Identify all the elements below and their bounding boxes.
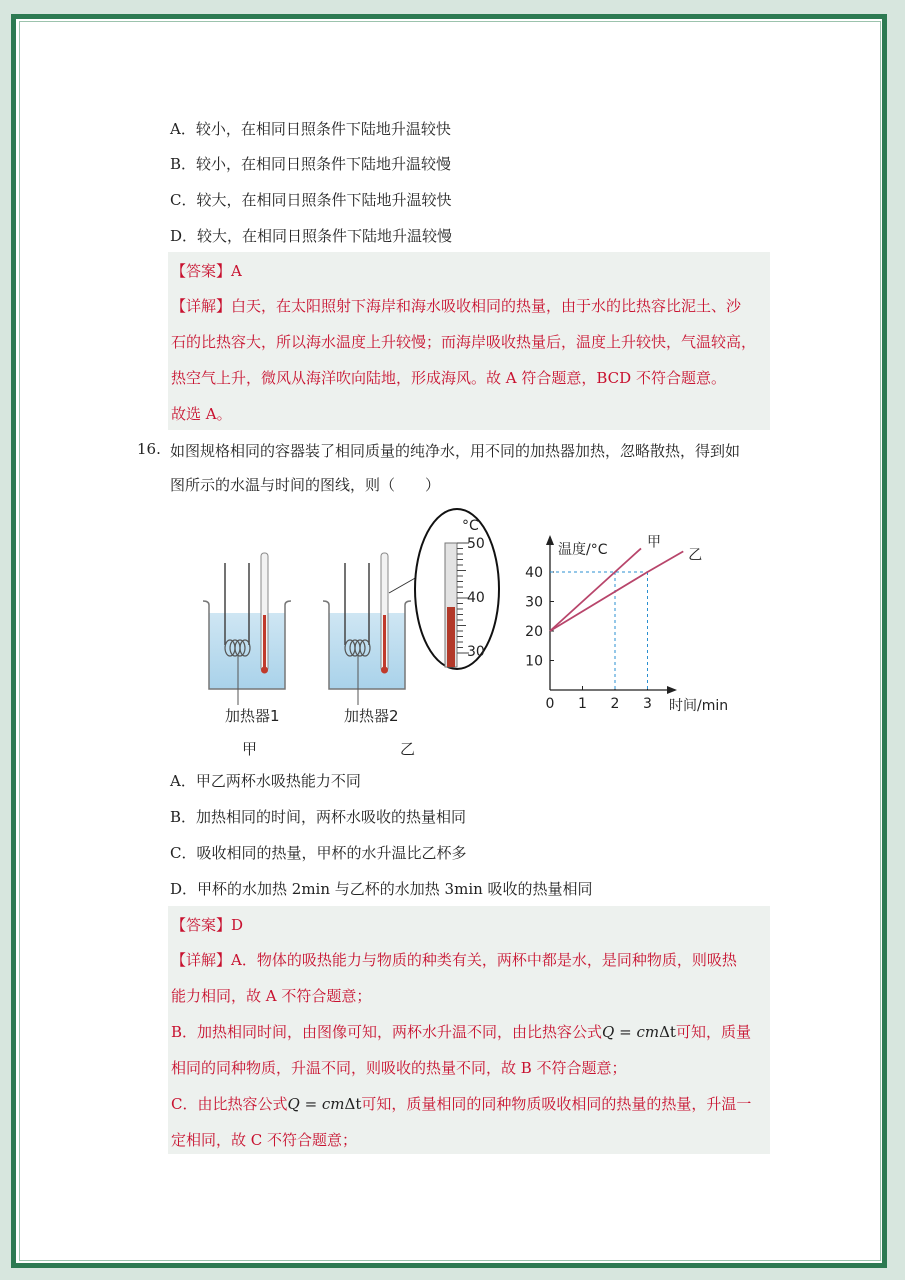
q16-detail-b1-post: 可知，质量 (675, 1023, 751, 1041)
series-line-yi (550, 551, 683, 631)
x-axis-arrow (667, 686, 677, 694)
x-tick-label: 0 (545, 696, 555, 712)
q16-detail-b1-pre: B．加热相同时间，由图像可知，两杯水升温不同，由比热容公式 (171, 1023, 603, 1041)
q15-detail-line-2: 石的比热容大，所以海水温度上升较慢；而海岸吸收热量后，温度上升较快，气温较高， (171, 333, 757, 351)
beaker-yi-label: 乙 (400, 740, 416, 758)
q16-answer-block (168, 906, 770, 1154)
thermo-tick-30: 30 (467, 644, 485, 660)
formula-1-q: Q (602, 1023, 615, 1041)
q16-option-c: C．吸收相同的热量，甲杯的水升温比乙杯多 (170, 844, 467, 862)
x-tick-label: 2 (610, 696, 620, 712)
heater-2-label: 加热器2 (344, 707, 399, 725)
q16-detail-c1 (171, 1093, 751, 1114)
q16-option-a: A．甲乙两杯水吸热能力不同 (170, 772, 361, 790)
chart-guides (550, 572, 648, 690)
q15-answer: 【答案】A (171, 262, 242, 280)
thermo-unit: °C (462, 518, 479, 534)
q16-detail-a2: 能力相同，故 A 不符合题意； (171, 987, 372, 1005)
series-line-jia (550, 548, 641, 631)
temp-time-chart (515, 525, 745, 725)
chart-lines (550, 548, 683, 631)
q16-detail-a1: 【详解】A．物体的吸热能力与物质的种类有关，两杯中都是水，是同种物质，则吸热 (171, 951, 737, 969)
formula-2-q: Q (287, 1095, 300, 1113)
q15-detail-line-3: 热空气上升，微风从海洋吹向陆地，形成海风。故 A 符合题意，BCD 不符合题意。 (171, 369, 726, 387)
y-axis-arrow (546, 535, 554, 545)
thermo-tick-50: 50 (467, 536, 485, 552)
q15-option-d: D．较大，在相同日照条件下陆地升温较慢 (170, 227, 453, 245)
q15-detail-line-4: 故选 A。 (171, 405, 232, 423)
q16-detail-c2: 定相同，故 C 不符合题意； (171, 1131, 358, 1149)
q16-detail-c1-post: 可知，质量相同的同种物质吸收相同的热量的热量，升温一 (361, 1095, 752, 1113)
y-tick-label: 30 (525, 594, 543, 611)
q15-option-b: B．较小，在相同日照条件下陆地升温较慢 (170, 155, 452, 173)
y-tick-label: 10 (525, 653, 543, 670)
formula-1 (602, 1023, 676, 1041)
y-tick-label: 20 (525, 624, 543, 640)
q16-option-d: D．甲杯的水加热 2min 与乙杯的水加热 3min 吸收的热量相同 (170, 880, 593, 898)
q16-detail-b2: 相同的同种物质，升温不同，则吸收的热量不同，故 B 不符合题意； (171, 1059, 627, 1077)
heater-1-label: 加热器1 (225, 707, 280, 725)
beaker-jia-label: 甲 (242, 740, 258, 758)
formula-2 (287, 1095, 361, 1113)
q16-option-b: B．加热相同的时间，两杯水吸收的热量相同 (170, 808, 467, 826)
q16-stem-line-2: 图所示的水温与时间的图线，则（ ） (170, 476, 441, 494)
x-axis-label: 时间/min (669, 698, 729, 714)
q16-answer: 【答案】D (171, 916, 244, 934)
y-tick-label: 40 (525, 565, 543, 581)
beaker-2 (323, 553, 417, 705)
q15-answer-block (168, 252, 770, 430)
q16-stem-line-1: 如图规格相同的容器装了相同质量的纯净水，用不同的加热器加热，忽略散热，得到如 (170, 442, 741, 460)
q15-option-c: C．较大，在相同日照条件下陆地升温较快 (170, 191, 452, 209)
q16-detail-c1-pre: C．由比热容公式 (171, 1095, 288, 1113)
q16-number: 16. (137, 440, 161, 458)
series-label-jia: 甲 (647, 534, 661, 551)
q16-detail-b1 (171, 1021, 751, 1042)
y-axis-label: 温度/°C (558, 542, 608, 558)
chart-axes (546, 535, 677, 694)
thermometer-zoom (415, 509, 499, 669)
formula-1-eq: = (614, 1023, 637, 1041)
q15-option-a: A．较小，在相同日照条件下陆地升温较快 (170, 120, 451, 138)
beaker-1 (203, 553, 291, 705)
formula-2-dt: Δt (344, 1095, 362, 1113)
x-tick-label: 1 (578, 696, 587, 712)
formula-1-dt: Δt (659, 1023, 676, 1041)
q15-detail-line-1: 【详解】白天，在太阳照射下海岸和海水吸收相同的热量，由于水的比热容比泥土、沙 (171, 297, 742, 315)
x-tick-label: 3 (643, 696, 652, 712)
series-label-yi: 乙 (688, 547, 703, 564)
formula-2-eq: = (299, 1095, 322, 1113)
formula-1-cm: cm (636, 1023, 660, 1041)
thermo-tick-40: 40 (467, 590, 485, 606)
formula-2-cm: cm (321, 1095, 345, 1113)
